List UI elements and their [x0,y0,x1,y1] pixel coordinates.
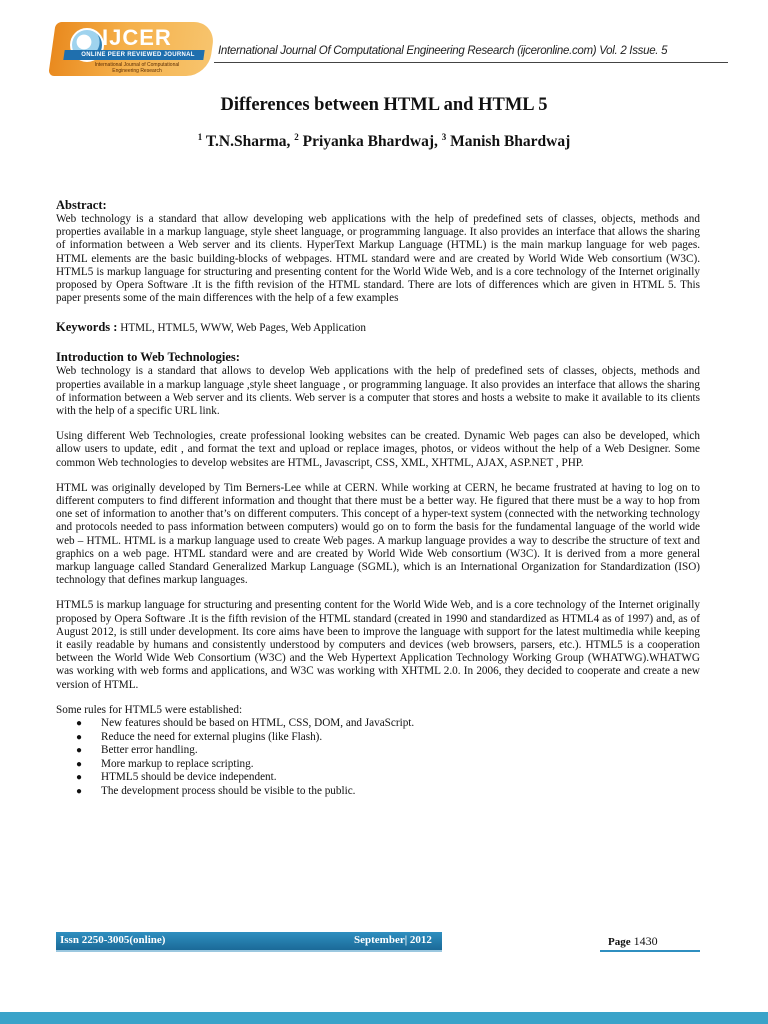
page-number [608,934,658,949]
header-divider [214,62,728,63]
author-list [0,132,768,151]
logo-tagline: ONLINE PEER REVIEWED JOURNAL [81,52,195,58]
intro-paragraph: Web technology is a standard that allows to develop Web applications with the help of predefined sets of classes, objects, methods and properties available in a markup language ,style sheet language , or programming language. It also provides an interface that allows the sharing of information between a Web server and its clients. Web server is a computer that stores and hosts a website to make it available to its clients with the help of a specific URL link. [56,365,700,418]
list-item-text: The development process should be visible to the public. [101,784,356,797]
list-item [76,717,700,731]
author-name: Priyanka Bhardwaj, [302,133,438,150]
rules-list [56,717,700,798]
bullet-icon: ● [76,772,83,784]
list-item [76,744,700,758]
abstract-text: Web technology is a standard that allow developing web applications with the help of predefined sets of classes, objects, methods and properties available in a markup language, style sheet language, or programming language. It also provides an interface that allows the sharing of information between a Web server and its clients. HyperText Markup Language (HTML) is the main markup language for web pages. HTML elements are the basic building-blocks of webpages. HTML standard were and are created by World Wide Web consortium (W3C). HTML5 is markup language for structuring and presenting content for the World Wide Web, and is a core technology of the Internet originally proposed by Opera Software .It is the fifth revision of the HTML standard. There are lots of differences which are given in HTML 5. This paper presents some of the main differences with the help of a few examples [56,213,700,305]
list-item-text: Reduce the need for external plugins (like Flash). [101,730,323,743]
list-item-text: HTML5 should be device independent. [101,771,277,784]
page-number-value: 1430 [633,934,658,948]
rules-intro: Some rules for HTML5 were established: [56,703,243,716]
bullet-icon: ● [76,731,83,743]
keywords-label: Keywords : [56,320,118,335]
paper-title: Differences between HTML and HTML 5 [220,95,548,115]
list-item-text: New features should be based on HTML, CSS, DOM, and JavaScript. [101,717,415,730]
logo-name: IJCER [102,25,172,50]
intro-paragraph: Using different Web Technologies, create professional looking websites can be created. Dynamic Web pages can also be developed, which allow users to update, edit , and format the text and upload or replace images, photos, or videos without the help of a Web Designer. Some common Web technologies to develop websites are HTML, Javascript, CSS, XML, XHTML, AJAX, ASP.NET , PHP. [56,430,700,469]
list-item [76,785,700,799]
list-item [76,758,700,772]
intro-heading: Introduction to Web Technologies: [56,350,240,365]
footer-date: September| 2012 [354,934,432,946]
page-label: Page [608,936,631,948]
journal-logo [52,22,212,76]
author-index: 2 [294,132,299,142]
author-name: Manish Bhardwaj [450,133,571,150]
list-item-text: More markup to replace scripting. [101,757,254,770]
bullet-icon: ● [76,718,83,730]
intro-paragraph: HTML5 is markup language for structuring and presenting content for the World Wide Web, and is a core technology of the Internet originally proposed by Opera Software .It is the fifth revision of the HTML standard (created in 1990 and standardized as HTML4 as of 1997) and, as of August 2012, is still under development. Its core aims have been to improve the language with support for the latest multimedia while keeping it easily readable by humans and consistently understood by computers and devices (web browsers, parsers, etc.). HTML5 is a cooperation between the World Wide Web Consortium (W3C) and the Web Hypertext Application Technology Working Group (WHATWG).WHATWG was working with web forms and applications, and W3C was working with XHTML 2.0. In 2006, they decided to cooperate and create a new version of HTML. [56,599,700,691]
author-name: T.N.Sharma, [205,133,291,150]
bullet-icon: ● [76,758,83,770]
keywords-text: HTML, HTML5, WWW, Web Pages, Web Application [120,322,366,335]
list-item [76,771,700,785]
footer-bar [56,932,442,950]
journal-header: International Journal Of Computational Engineering Research (ijceronline.com) Vol. 2 Issue. 5 [218,45,668,57]
bullet-icon: ● [76,785,83,797]
paper-body [56,198,700,798]
abstract-heading: Abstract: [56,198,107,212]
list-item-text: Better error handling. [101,744,198,757]
intro-paragraph: HTML was originally developed by Tim Berners-Lee while at CERN. While working at CERN, he became frustrated at having to log on to different computers to find different information and thought that there must be a better way. He figured that there must be a way to hop from one set of information to another that’s on different computers. This concept of a hyper-text system (connected with the networking technology and protocols needed to pass information between computers) would go on to form the basis for the fundamental language of the world wide web – HTML. HTML is a markup language used to create Web pages. A markup language provides a way to describe the structure of text and graphics on a web page. HTML standard were and are created by World Wide Web consortium (W3C). It is derived from a more general markup language called Standard Generalized Markup Language (SGML), which is an International Organization for Standardization (ISO) technology that defines markup languages. [56,481,700,587]
author-index: 3 [441,132,447,142]
logo-subtitle: International Journal of Computational Engineering Research [94,62,180,74]
footer-divider [600,950,700,952]
keywords-line [56,320,700,335]
list-item [76,731,700,745]
bottom-band [0,1012,768,1024]
author-index: 1 [197,132,203,142]
bullet-icon: ● [76,745,83,757]
footer-issn: Issn 2250-3005(online) [60,934,166,946]
